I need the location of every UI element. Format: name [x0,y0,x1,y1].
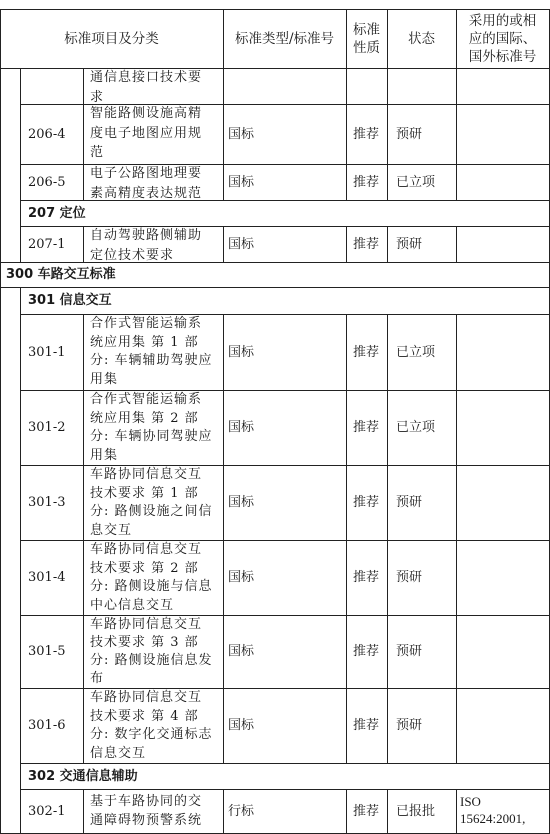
row-status: 预研 [396,570,423,585]
header-type: 标准类型/标准号 [234,30,335,47]
row-name: 自动驾驶路侧辅助 定位技术要求 [90,228,203,263]
header-project: 标准项目及分类 [64,30,159,47]
row-id: 206-4 [28,126,66,142]
row-id: 301-6 [28,718,66,733]
row-name: 车路协同信息交互 技术要求 第 4 部 分: 数字化交通标志 信息交互 [90,690,213,761]
header-nature: 标准 性质 [353,21,380,56]
row-name: 合作式智能运输系 统应用集 第 2 部 分: 车辆协同驾驶应 用集 [90,392,213,463]
row-id: 207-1 [28,236,66,252]
row-type: 国标 [228,644,255,659]
row-nature: 推荐 [353,344,380,360]
row-status: 预研 [396,126,423,142]
row-type: 行标 [228,803,255,819]
row-type: 国标 [228,420,255,435]
row-name: 通信息接口技术要 求 [90,70,203,105]
section-heading-302: 302 交通信息辅助 [28,768,138,784]
row-type: 国标 [228,344,255,360]
row-nature: 推荐 [353,718,380,733]
row-name: 车路协同信息交互 技术要求 第 1 部 分: 路侧设施之间信 息交互 [90,467,213,538]
row-type: 国标 [228,174,255,190]
row-nature: 推荐 [353,236,380,252]
section-heading-300: 300 车路交互标准 [6,267,116,282]
row-id: 301-3 [28,495,66,510]
row-id: 301-1 [28,344,66,360]
row-name: 车路协同信息交互 技术要求 第 3 部 分: 路侧设施信息发 布 [90,617,213,686]
row-status: 已立项 [396,420,436,435]
row-type: 国标 [228,495,255,510]
header-status: 状态 [408,30,435,47]
row-name: 合作式智能运输系 统应用集 第 1 部 分: 车辆辅助驾驶应 用集 [90,316,213,387]
row-name: 基于车路协同的交 通障碍物预警系统 [90,794,203,828]
row-type: 国标 [228,126,255,142]
row-nature: 推荐 [353,570,380,585]
row-status: 已立项 [396,344,436,360]
row-nature: 推荐 [353,644,380,659]
section-heading-207: 207 定位 [28,205,86,221]
row-nature: 推荐 [353,495,380,510]
row-name: 车路协同信息交互 技术要求 第 2 部 分: 路侧设施与信息 中心信息交互 [90,542,213,613]
row-status: 预研 [396,495,423,510]
row-status: 预研 [396,644,423,659]
row-id: 301-5 [28,644,66,659]
row-status: 预研 [396,718,423,733]
row-id: 301-2 [28,420,66,435]
row-status: 已立项 [396,174,436,190]
row-name: 电子公路图地理要 素高精度表达规范 [90,166,203,201]
row-nature: 推荐 [353,126,380,142]
row-id: 301-4 [28,570,66,585]
row-nature: 推荐 [353,420,380,435]
header-intl-std: 采用的或相 应的国际、 国外标准号 [468,12,537,65]
row-type: 国标 [228,718,255,733]
section-heading-301: 301 信息交互 [28,293,112,308]
row-nature: 推荐 [353,174,380,190]
row-status: 已报批 [396,803,436,819]
row-id: 206-5 [28,174,66,190]
row-intl-std: ISO 15624:2001, [460,794,526,826]
row-type: 国标 [228,236,255,252]
row-nature: 推荐 [353,803,380,819]
row-type: 国标 [228,570,255,585]
row-name: 智能路侧设施高精 度电子地图应用规 范 [90,106,203,160]
row-id: 302-1 [28,803,66,819]
row-status: 预研 [396,236,423,252]
